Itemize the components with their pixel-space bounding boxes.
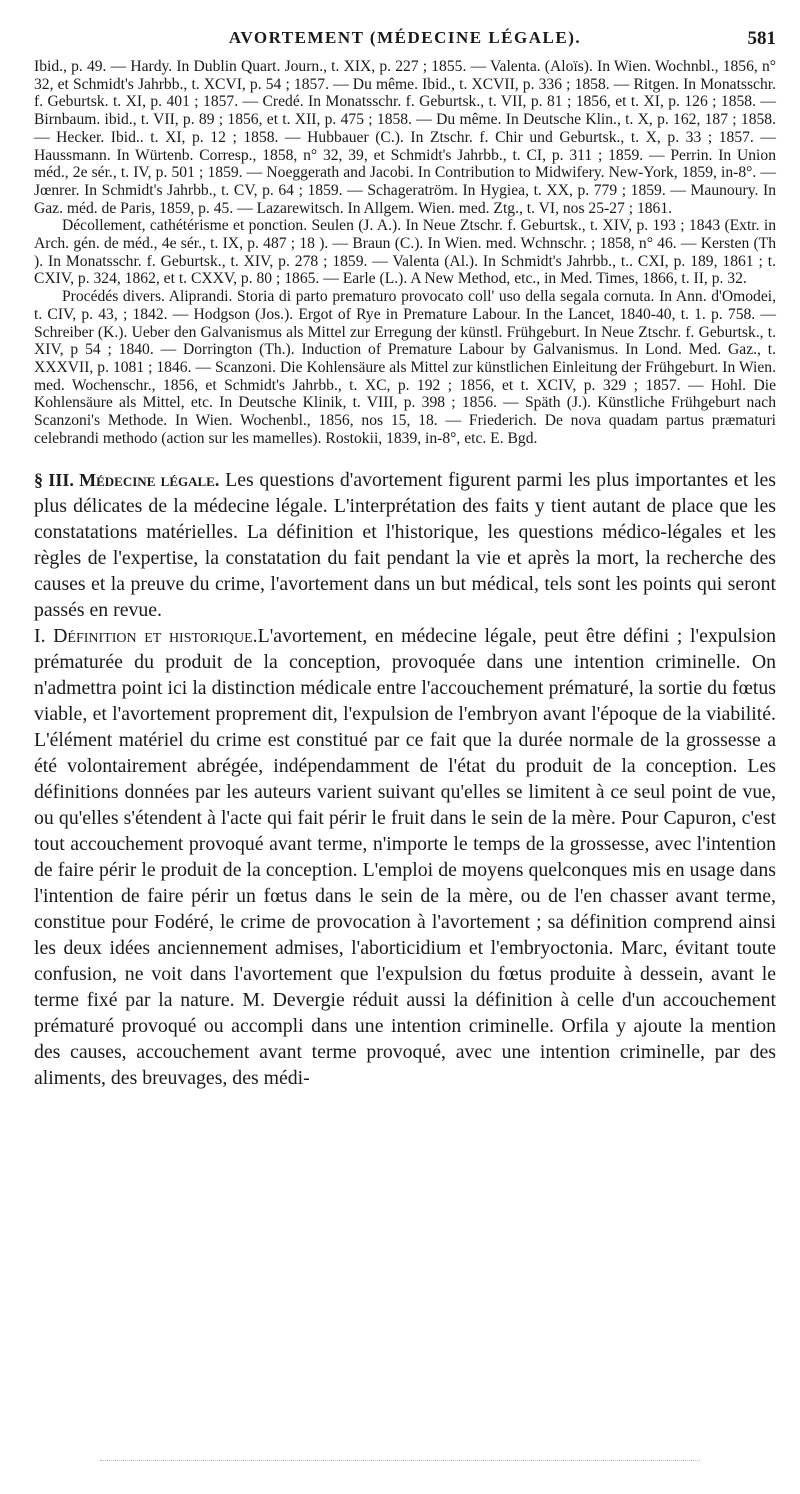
- document-page: [34, 28, 776, 1091]
- page-number: 581: [747, 28, 776, 49]
- bibliography-paragraph: Ibid., p. 49. — Hardy. In Dublin Quart. Journ., t. XIX, p. 227 ; 1855. — Valenta. (Aloïs). In Wien. Wochnbl., 1856, n° 32, et Schmidt's Jahrbb., t. XCVI, p. 54 ; 1857. — Du même. Ibid., t. XCVII, p. 336 ; 1858. — Ritgen. In Monatsschr. f. Geburtsk. t. XI, p. 401 ; 1857. — Credé. In Monatsschr. f. Geburtsk., t. VII, p. 81 ; 1856, et t. XI, p. 126 ; 1858. — Birnbaum. ibid., t. VII, p. 89 ; 1856, et t. XII, p. 475 ; 1858. — Du même. In Deutsche Klin., t. X, p. 162, 187 ; 1858. — Hecker. Ibid.. t. XI, p. 12 ; 1858. — Hubbauer (C.). In Ztschr. f. Chir und Geburtsk., t. X, p. 33 ; 1857. — Haussmann. In Würtenb. Corresp., 1858, n° 32, 39, et Schmidt's Jahrbb., t. CI, p. 311 ; 1859. — Perrin. In Union méd., 2e sér., t. IV, p. 501 ; 1859. — Noeggerath and Jacobi. In Contribution to Midwifery. New-York, 1859, in-8°. — Jœnrer. In Schmidt's Jahrbb., t. CV, p. 64 ; 1859. — Schageratröm. In Hygiea, t. XX, p. 779 ; 1859. — Maunoury. In Gaz. méd. de Paris, 1859, p. 45. — Lazarewitsch. In Allgem. Wien. med. Ztg., t. VI, nos 25-27 ; 1861.: [34, 58, 776, 217]
- running-header: [34, 28, 776, 58]
- bibliography-paragraph: Décollement, cathétérisme et ponction. Seulen (J. A.). In Neue Ztschr. f. Geburtsk., t. XIV, p. 193 ; 1843 (Extr. in Arch. gén. de méd., 4e sér., t. IX, p. 487 ; 18 ). — Braun (C.). In Wien. med. Wchnschr. ; 1858, n° 46. — Kersten (Th ). In Monatsschr. f. Geburtsk., t. XIV, p. 278 ; 1859. — Valenta (Al.). In Schmidt's Jahrbb., t.. CXI, p. 189, 1861 ; t. CXIV, p. 324, 1862, et t. CXXV, p. 80 ; 1865. — Earle (L.). A New Method, etc., in Med. Times, 1866, t. II, p. 32.: [34, 217, 776, 288]
- section-spacer: [34, 447, 776, 467]
- section-intro-paragraph: [34, 467, 776, 623]
- subsection-heading: I. Définition et historique.: [34, 625, 258, 648]
- footer-rule: [100, 1460, 700, 1461]
- section-heading: § III. Médecine légale.: [34, 470, 220, 491]
- bibliography-block: [34, 58, 776, 447]
- definition-paragraph: [34, 623, 776, 1091]
- section-intro-text: Les questions d'avortement figurent parmi les plus importantes et les plus délicates de la médecine légale. L'interprétation des faits y tient autant de place que les constatations matérielles. La définition et l'historique, les questions médico-légales et les règles de l'expertise, la constatation du fait pendant la vie et après la mort, la recherche des causes et la preuve du crime, l'avortement dans un but médical, tels sont les points qui seront passés en revue.: [34, 469, 776, 622]
- bibliography-paragraph: Procédés divers. Aliprandi. Storia di parto prematuro provocato coll' uso della segala cornuta. In Ann. d'Omodei, t. CIV, p. 43, ; 1842. — Hodgson (Jos.). Ergot of Rye in Premature Labour. In the Lancet, 1840-40, t. 1. p. 758. — Schreiber (K.). Ueber den Galvanismus als Mittel zur Erregung der künstl. Frühgeburt. In Neue Ztschr. f. Geburtsk., t. XIV, p 54 ; 1840. — Dorrington (Th.). Induction of Premature Labour by Galvanismus. In Lond. Med. Gaz., t. XXXVII, p. 1081 ; 1846. — Scanzoni. Die Kohlensäure als Mittel zur künstlichen Einleitung der Frühgeburt. In Wien. med. Wochenschr., 1856, et Schmidt's Jahrbb., t. XC, p. 192 ; 1856, et t. XCIV, p. 329 ; 1857. — Hohl. Die Kohlensäure als Mittel, etc. In Deutsche Klinik, t. VIII, p. 398 ; 1856. — Späth (J.). Künstliche Frühgeburt nach Scanzoni's Methode. In Wien. Wochenbl., 1856, nos 15, 18. — Friederich. De nova quadam partus præmaturi celebrandi methodo (action sur les mamelles). Rostokii, 1839, in-8°, etc. E. Bgd.: [34, 288, 776, 447]
- running-title: AVORTEMENT (MÉDECINE LÉGALE).: [228, 28, 582, 47]
- section-body: [34, 467, 776, 1091]
- definition-text: L'avortement, en médecine légale, peut être défini ; l'expulsion prématurée du produit de la conception, provoquée dans une intention criminelle. On n'admettra point ici la distinction médicale entre l'accouchement prématuré, la sortie du fœtus viable, et l'avortement proprement dit, l'expulsion de l'embryon avant l'époque de la viabilité. L'élément matériel du crime est constitué par ce fait que la durée normale de la grossesse a été volontairement abrégée, indépendamment de l'état du produit de la conception. Les définitions données par les auteurs varient suivant qu'elles se limitent à ce seul point de vue, ou qu'elles s'étendent à l'acte qui fait périr le fruit dans le sein de la mère. Pour Capuron, c'est tout accouchement provoqué avant terme, n'importe le temps de la grossesse, avec l'intention de faire périr le produit de la conception. L'emploi de moyens quelconques mis en usage dans l'intention de faire périr un fœtus dans le sein de la mère, ou de l'en chasser avant terme, constitue pour Fodéré, le crime de provocation à l'avortement ; sa définition comprend ainsi les deux idées anciennement admises, l'aborticidium et l'embryoctonia. Marc, évitant toute confusion, ne voit dans l'avortement que l'expulsion du fœtus produite à dessein, avant le terme fixé par la nature. M. Devergie réduit aussi la définition à celle d'un accouchement prématuré provoqué ou accompli dans une intention criminelle. Orfila y ajoute la mention des causes, accouchement avant terme provoqué, avec une intention criminelle, par des aliments, des breuvages, des médi-: [34, 625, 776, 1090]
